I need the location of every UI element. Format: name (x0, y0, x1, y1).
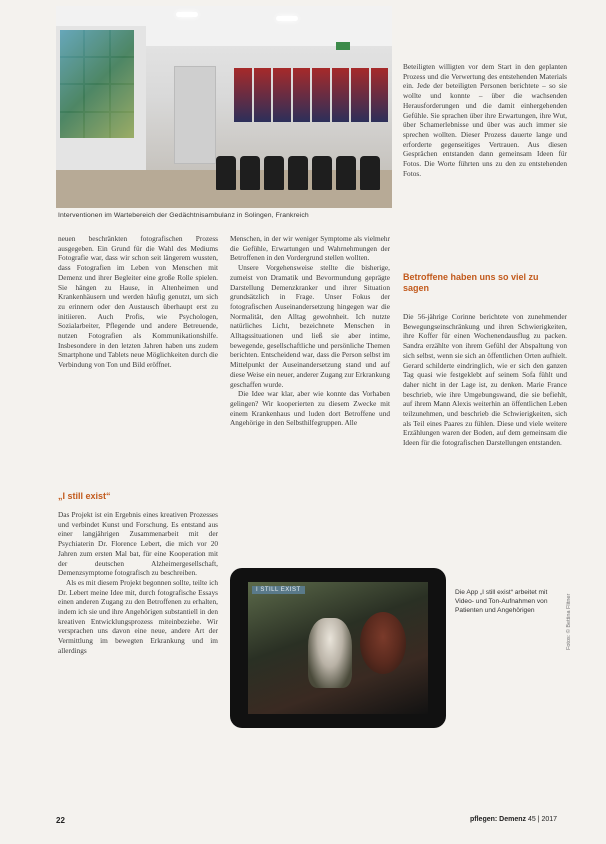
article-column-1b (58, 510, 218, 656)
article-column-2 (230, 234, 390, 428)
article-column-3 (403, 62, 567, 178)
exit-sign (336, 42, 350, 50)
tablet-caption: Die App „I still exist“ arbeitet mit Video- und Ton-Aufnahmen von Patienten und Angehörigen (455, 589, 548, 614)
magazine-title: pflegen: Demenz (470, 816, 527, 823)
article-column-1 (58, 234, 218, 370)
magazine-issue: 45 | 2017 (527, 816, 558, 823)
paragraph: Als es mit diesem Projekt begonnen sollte, teilte ich Dr. Lebert meine Idee mit, durch fotografische Essays einen anderen Zugang zu den Betroffenen zu erhalten, indem ich sie und ihre Angehörigen substantiell in den kreativen Entwicklungsprozess miteinbeziehe. Wir versprachen uns davon eine neue, andere Art der Vermittlung im bewegten Erkrankung und im allerdings (58, 577, 218, 655)
paragraph: Unsere Vorgehensweise stellte die bisherige, zumeist von Dramatik und Bevormundung geprägte Darstellung Demenzkranker und ihrer Situation grundsätzlich in Frage. Unser Fokus der fotografischen Auseinandersetzung hingegen war die Normalität, den Alltag gewohnheit. Ich nutzte natürliches Licht, bezeichnete Menschen in Alltagssituationen und ließ sie aber intime, bewegende, gesellschaftliche und persönliche Themen berichten. Entscheidend war, dass die Person selbst im Mittelpunkt der Auseinandersetzung stand und auf diese Weise ein neuer, anderer Zugang zur Erkrankung geschaffen wurde. (230, 263, 390, 389)
tablet-screen (248, 582, 428, 714)
photo-lamp (276, 16, 298, 21)
app-title-tag: I STILL EXIST (252, 586, 305, 594)
paragraph: Menschen, in der wir weniger Symptome als vielmehr die Gefühle, Erwartungen und Wahrnehmungen der Betroffenen in den Vordergrund stellen wollten. (230, 234, 390, 263)
photo-lamp (176, 12, 198, 17)
photo-chairs (216, 146, 392, 190)
photo-panel-installation (60, 30, 134, 138)
tablet-figure-woman (308, 618, 352, 688)
paragraph: Beteiligten willigten vor dem Start in den geplanten Prozess und die Verwertung des entstehenden Materials ein. Jede der beteiligten Personen berichtete – so sie wollte und konnte – über die wachsenden Herausforderungen und die damit einhergehenden Gefühle. Sie sprachen über ihre Erwartungen, ihre Wut, über Schamerlebnisse und über was auch immer sie sprechen wollten. Dieser Prozess dauerte lange und erforderte gegenseitiges Vertrauen. Aus diesen Gesprächen entstanden dann gemeinsam Ideen für Fotos. Die Worte führten uns zu den zu entstehenden Fotos. (403, 62, 567, 178)
tablet-figure-man (360, 612, 406, 674)
article-column-3b (403, 312, 567, 448)
paragraph: neuen beschränkten fotografischen Prozess ausgegeben. Ein Grund für die Wahl des Mediums Fotografie war, dass wir schon seit längerem wussten, dass Fotografien im Leben von Menschen mit Demenz und ihrer Begleiter eine große Rolle spielen. Sie hängen zu Hause, in Altenheimen und Krankenhäusern und werden häufig genutzt, um sich zu erinnern oder den Austausch überhaupt erst zu initiieren. Auch Profis, wie Psychologen, Sozialarbeiter, Pflegende und andere Betreuende, nutzen Fotografien als Kommunikationshilfe. Insbesondere in den letzten Jahren haben uns zudem Smartphone und Tablets neue Möglichkeiten durch die Verbindung von Ton und Bild eröffnet. (58, 234, 218, 370)
section-heading-i-still-exist: „I still exist“ (58, 491, 111, 501)
page-number: 22 (56, 816, 65, 825)
magazine-footer (470, 816, 557, 823)
photo-credit: Fotos: © Bettina Flitner (566, 593, 572, 650)
waiting-room-photo (56, 6, 392, 208)
tablet-photo (230, 568, 446, 728)
section-heading-betroffene: Betroffene haben uns so viel zu sagen (403, 272, 539, 293)
photo-frames-installation (234, 68, 388, 122)
paragraph: Die 56-jährige Corinne berichtete von zunehmender Bewegungseinschränkung und ihren Schwierigkeiten, ihre Koffer für einen Wochenendausflug zu packen. Sandra erzählte von ihrem Gefühl der Abspaltung von sich selbst, wenn sie sich an öffentlichen Orten aufhielt. Gerard schilderte eindringlich, wie er sich den ganzen Tag quasi wie festgeklebt auf seinem Sofa fühlt und daher nicht in der Lage ist, zu denken. Marie France beschrieb, wie ihre Umgebungswand, die sie befiehlt, auf ihrem Mann Alexis weiterhin an öffentlichen Leben teilzunehmen, und beschrieb die Schwierigkeiten, sich als Teil eines Paares zu fühlen. Diese und viele weitere Erzählungen waren der Boden, auf dem gemeinsam die Ideen für die fotografischen Darstellungen entstanden. (403, 312, 567, 448)
paragraph: Die Idee war klar, aber wie konnte das Vorhaben gelingen? Wir kooperierten zu diesem Zwecke mit einem Krankenhaus und luden dort Betroffene und Angehörige in den Selbsthilfegruppen. Alle (230, 389, 390, 428)
photo-caption: Interventionen im Wartebereich der Gedächtnisambulanz in Solingen, Frankreich (58, 212, 309, 219)
photo-door (174, 66, 216, 164)
paragraph: Das Projekt ist ein Ergebnis eines kreativen Prozesses und verbindet Kunst und Forschung. Es entstand aus einer langjährigen Zusammenarbeit mit der Psychiaterin Dr. Florence Lebert, die mich vor 20 Jahren zum ersten Mal bat, für eine Kooperation mit der deutschen Alzheimergesellschaft, Demenzsymptome fotografisch zu beschreiben. (58, 510, 218, 578)
